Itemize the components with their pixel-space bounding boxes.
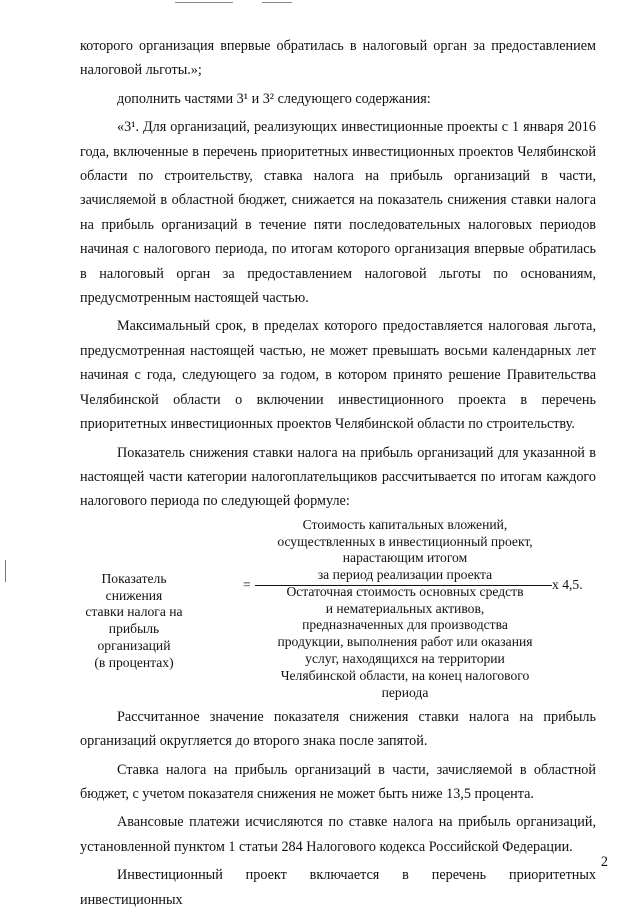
page-body xyxy=(80,34,596,912)
formula-left-line: (в процентах) xyxy=(94,654,174,670)
formula-equals: = xyxy=(243,576,251,592)
paragraph: Максимальный срок, в пределах которого предоставляется налоговая льгота, предусмотренная настоящей частью, не может превышать восьми календарных лет начиная с года, следующего за годом, в котором принято решение Правительства Челябинской области о включении инвестиционного проекта в перечень приоритетных инвестиционных проектов Челябинской области по строительству. xyxy=(80,318,596,433)
formula-left-line: Показатель снижения xyxy=(101,570,167,603)
numerator-line: Стоимость капитальных вложений, xyxy=(302,516,508,532)
paragraph: Показатель снижения ставки налога на прибыль организаций для указанной в настоящей части категории налогоплательщиков рассчитывается по итогам каждого налогового периода по следующей формуле: xyxy=(80,444,596,510)
paragraph: которого организация впервые обратилась в налоговый орган за предоставлением налоговой льготы.»; xyxy=(80,38,596,79)
formula-multiplier: х 4,5. xyxy=(552,576,583,592)
denominator-line: предназначенных для производства xyxy=(302,617,508,633)
denominator-line: Челябинской области, на конец налогового xyxy=(280,667,530,683)
formula-denominator xyxy=(255,584,555,702)
paragraph: Инвестиционный проект включается в перечень приоритетных инвестиционных xyxy=(80,867,596,908)
page-number: 2 xyxy=(600,854,608,870)
numerator-line: осуществленных в инвестиционный проект, xyxy=(277,533,533,549)
denominator-line: периода xyxy=(381,684,429,700)
paragraph: «3¹. Для организаций, реализующих инвестиционные проекты с 1 января 2016 года, включенные в перечень приоритетных инвестиционных проектов Челябинской области по строительству, ставка налога на прибыль организаций в части, зачисляемой в областной бюджет, снижается на показатель снижения ставки налога на прибыль организаций в течение пяти последовательных налоговых периодов начиная с налогового периода, по итогам которого организация впервые обратилась в налоговый орган за предоставлением налоговой льготы по основаниям, предусмотренным настоящей частью. xyxy=(80,119,596,307)
denominator-line: продукции, выполнения работ или оказания xyxy=(277,634,533,650)
denominator-line: и нематериальных активов, xyxy=(325,600,485,616)
paragraph: Ставка налога на прибыль организаций в части, зачисляемой в областной бюджет, с учетом показателя снижения не может быть ниже 13,5 процента. xyxy=(80,761,596,802)
formula-left-line: ставки налога на xyxy=(85,604,183,620)
formula-left-side xyxy=(74,571,194,672)
scan-margin-mark xyxy=(5,560,6,582)
paragraph: дополнить частями 3¹ и 3² следующего содержания: xyxy=(117,90,431,107)
formula xyxy=(80,516,596,700)
formula-numerator xyxy=(255,517,555,584)
numerator-line: нарастающим итогом xyxy=(342,550,468,566)
scan-top-marks xyxy=(0,0,640,6)
denominator-line: услуг, находящихся на территории xyxy=(305,650,505,666)
formula-left-line: прибыль организаций xyxy=(97,621,171,653)
denominator-line: Остаточная стоимость основных средств xyxy=(286,583,524,599)
paragraph: Авансовые платежи исчисляются по ставке налога на прибыль организаций, установленной пунктом 1 статьи 284 Налогового кодекса Российской Федерации. xyxy=(80,814,596,855)
numerator-line: за период реализации проекта xyxy=(317,567,493,583)
paragraph: Рассчитанное значение показателя снижения ставки налога на прибыль организаций округляется до второго знака после запятой. xyxy=(80,708,596,750)
